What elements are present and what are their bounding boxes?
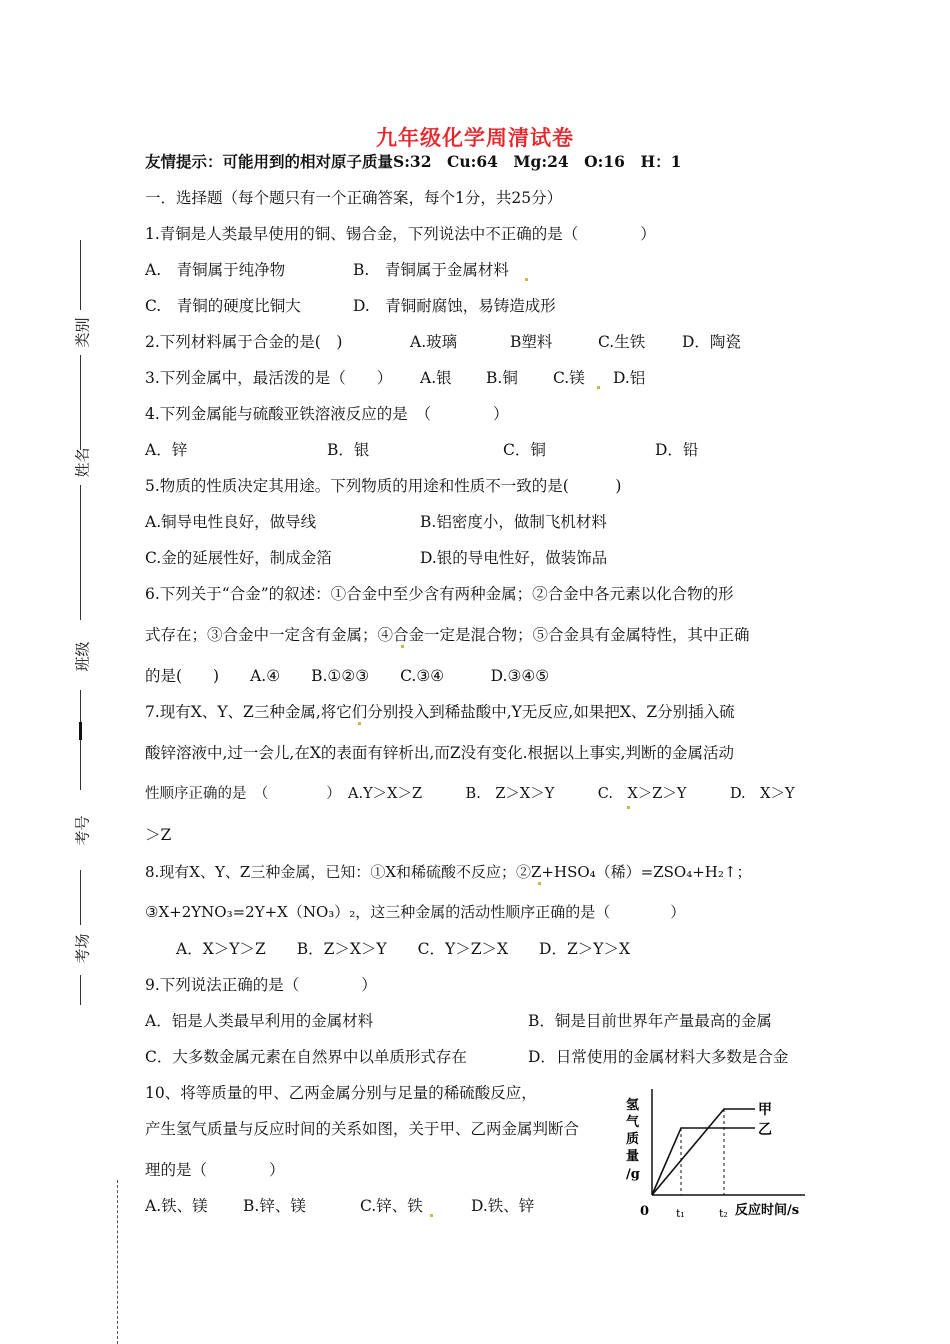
option-c: C．铜	[503, 441, 546, 459]
y-axis-label-char: 量	[626, 1149, 640, 1164]
question-6-line3: 的是( ) A.④ B.①②③ C.③④ D.③④⑤	[145, 667, 550, 685]
question-6-line2: 式存在；③合金中一定含有金属；④合金一定是混合物；⑤合金具有金属特性，其中正确	[145, 626, 750, 644]
x-axis-label: 反应时间/s	[735, 1203, 800, 1218]
option-a: A.铁、镁	[145, 1197, 208, 1215]
side-divider	[80, 690, 81, 790]
option-b: B.锌、镁	[243, 1197, 306, 1215]
side-divider	[80, 240, 81, 310]
question-7-line2: 酸锌溶液中,过一会儿,在X的表面有锌析出,而Z没有变化.根据以上事实,判断的金属活动	[145, 744, 734, 762]
side-divider	[80, 870, 81, 925]
origin-label: 0	[640, 1204, 650, 1219]
question-7-line4: ＞Z	[145, 826, 172, 844]
hydrogen-time-chart	[620, 1085, 820, 1225]
option-d: D．铅	[655, 441, 699, 459]
option-b: B. 青铜属于金属材料	[353, 261, 509, 279]
option-c: C. 青铜的硬度比铜大	[145, 297, 301, 315]
question-4-stem: 4.下列金属能与硫酸亚铁溶液反应的是 （ ）	[145, 405, 509, 423]
y-axis-label-char: /g	[626, 1167, 640, 1182]
option-b: B.铝密度小，做制飞机材料	[420, 513, 607, 531]
t1-label: t₁	[676, 1207, 685, 1220]
y-axis-label-char: 气	[626, 1115, 640, 1130]
section-heading: 一．选择题（每个题只有一个正确答案，每个1分，共25分）	[145, 189, 563, 207]
option-d: D.银的导电性好，做装饰品	[420, 549, 608, 567]
series-a-label: 甲	[758, 1102, 772, 1118]
side-label-exam-number: 考号	[73, 815, 92, 846]
question-8-line1: 8.现有X、Y、Z三种金属，已知：①X和稀硫酸不反应；②Z+HSO₄（稀）=ZSO₄+H₂↑；	[145, 863, 752, 881]
series-a-line	[652, 1109, 755, 1195]
question-10-line1: 10、将等质量的甲、乙两金属分别与足量的稀硫酸反应，	[145, 1084, 537, 1102]
side-divider	[80, 975, 81, 1005]
side-divider	[80, 485, 81, 620]
option-b: B.铜	[486, 369, 518, 387]
option-d: D.铝	[613, 369, 646, 387]
option-a: A. 青铜属于纯净物	[145, 261, 286, 279]
option-c: C.生铁	[598, 333, 646, 351]
y-axis-label-char: 质	[626, 1132, 640, 1147]
option-d: D. 青铜耐腐蚀，易铸造成形	[353, 297, 556, 315]
option-c: C.镁	[553, 369, 585, 387]
question-3-stem: 3.下列金属中，最活泼的是（ ）	[145, 369, 393, 387]
question-10-line3: 理的是（ ）	[145, 1161, 285, 1179]
question-8-line2: ③X+2YNO₃=2Y+X（NO₃）₂，这三种金属的活动性顺序正确的是（ ）	[145, 903, 686, 921]
option-d: D．陶瓷	[682, 333, 741, 351]
t2-label: t₂	[719, 1207, 728, 1220]
option-a: A．锌	[145, 441, 188, 459]
option-c: C.金的延展性好，制成金箔	[145, 549, 332, 567]
option-d: D．日常使用的金属材料大多数是合金	[528, 1048, 789, 1066]
hint-line: 友情提示：可能用到的相对原子质量S:32 Cu:64 Mg:24 O:16 H：1	[145, 152, 682, 171]
speck	[525, 278, 528, 281]
question-1-stem: 1.青铜是人类最早使用的铜、锡合金，下列说法中不正确的是（ ）	[145, 225, 656, 243]
speck	[627, 806, 630, 809]
option-a: A.铜导电性良好，做导线	[145, 513, 317, 531]
question-7-line1: 7.现有X、Y、Z三种金属,将它们分别投入到稀盐酸中,Y无反应,如果把X、Z分别插入硫	[145, 703, 735, 721]
question-6-line1: 6.下列关于“合金”的叙述：①合金中至少含有两种金属；②合金中各元素以化合物的形	[145, 585, 734, 603]
option-a: A.玻璃	[410, 333, 458, 351]
option-b: B塑料	[510, 333, 553, 351]
option-c: C．大多数金属元素在自然界中以单质形式存在	[145, 1048, 467, 1066]
question-10-line2: 产生氢气质量与反应时间的关系如图，关于甲、乙两金属判断合	[145, 1120, 580, 1138]
question-5-stem: 5.物质的性质决定其用途。下列物质的用途和性质不一致的是( )	[145, 477, 622, 495]
y-axis-label-char: 氢	[626, 1098, 640, 1113]
side-label-class: 班级	[73, 641, 92, 672]
option-b: B．银	[327, 441, 370, 459]
question-2-stem: 2.下列材料属于合金的是( )	[145, 333, 343, 351]
option-a: A.银	[420, 369, 452, 387]
question-8-options: A．X＞Y＞Z B．Z＞X＞Y C．Y＞Z＞X D．Z＞Y＞X	[176, 940, 631, 958]
speck	[538, 882, 541, 885]
margin-line	[117, 1180, 119, 1344]
side-divider	[80, 355, 81, 450]
option-b: B．铜是目前世界年产量最高的金属	[528, 1012, 772, 1030]
side-label-name: 姓名	[73, 447, 92, 478]
side-mark	[79, 722, 82, 740]
speck	[401, 645, 404, 648]
speck	[597, 386, 600, 389]
option-d: D.铁、锌	[471, 1197, 535, 1215]
side-label-category: 类别	[73, 317, 92, 348]
question-9-stem: 9.下列说法正确的是（ ）	[145, 976, 377, 994]
question-7-line3: 性顺序正确的是 （ ） A.Y＞X＞Z B. Z＞X＞Y C. X＞Z＞Y D. X＞Y	[145, 786, 795, 802]
page-title: 九年级化学周清试卷	[376, 125, 574, 150]
series-b-label: 乙	[758, 1122, 772, 1138]
speck	[430, 1214, 433, 1217]
side-label-exam-room: 考场	[73, 933, 92, 964]
option-a: A．铝是人类最早利用的金属材料	[145, 1012, 374, 1030]
speck	[358, 722, 361, 725]
series-b-line	[652, 1128, 755, 1195]
option-c: C.锌、铁	[360, 1197, 423, 1215]
